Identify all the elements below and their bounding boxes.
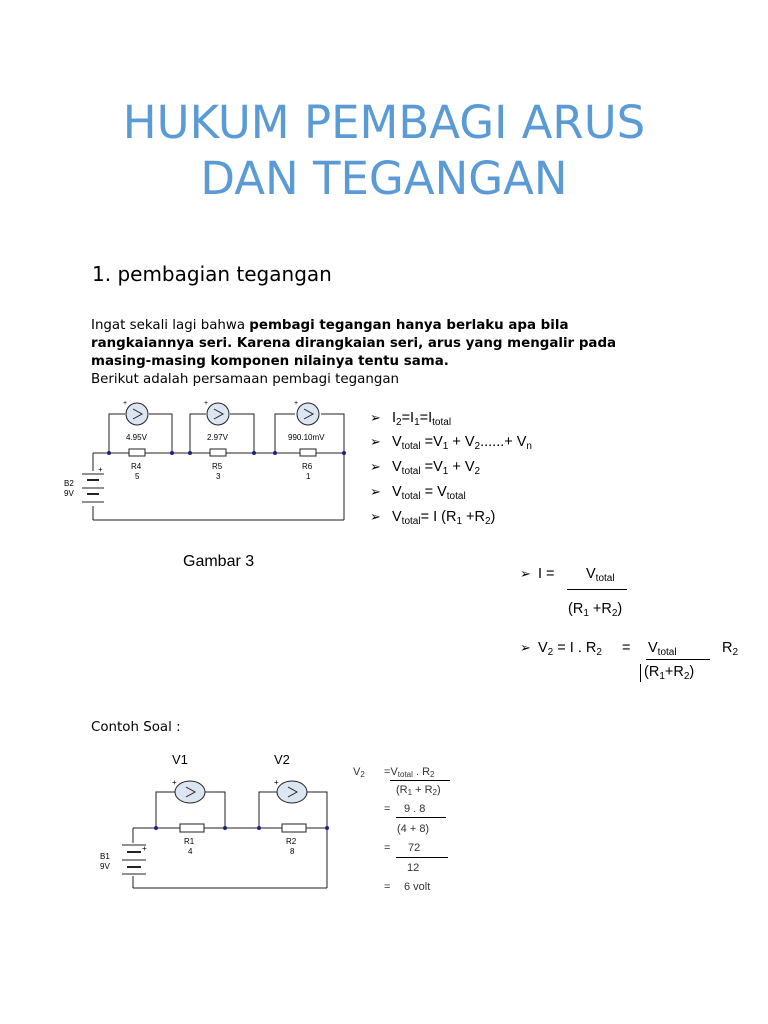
fraction-line: [390, 780, 450, 781]
voltmeter-icon: [207, 403, 229, 425]
battery-icon: [82, 474, 104, 502]
equation-5: ➢ $V_{total}= I$ $(R_1 +R_2)$: [370, 509, 496, 527]
section-heading: 1. pembagian tegangan: [92, 262, 332, 286]
v2-equation: ➢ $V_2 = I$ . $R_2$: [520, 640, 602, 658]
resistor-value: 4: [188, 847, 193, 856]
resistor-name: R4: [131, 462, 142, 471]
fraction-line: [396, 817, 446, 818]
resistor-value: 8: [290, 847, 295, 856]
calc-step-2-eq: =: [384, 803, 391, 815]
svg-text:+: +: [142, 844, 147, 853]
v2-numerator: $V_{total}$: [648, 640, 677, 658]
resistor-icon: [180, 824, 204, 832]
current-numerator: $V_{total}$: [586, 566, 615, 584]
calc-step-3-numerator: 72: [408, 842, 421, 854]
battery-value: 9V: [64, 489, 74, 498]
resistor-icon: [282, 824, 306, 832]
current-equation: ➢ I =: [520, 566, 555, 582]
resistor-icon: [300, 449, 316, 456]
voltmeter-icon: [175, 781, 205, 803]
svg-text:+: +: [98, 465, 103, 474]
v2-denominator: $(R_1+R_2)$: [640, 664, 694, 682]
title-line-2: DAN TEGANGAN: [200, 152, 568, 205]
resistor-icon: [129, 449, 145, 456]
voltmeter-icon: [277, 781, 307, 803]
figure-caption: Gambar 3: [183, 553, 255, 570]
svg-text:+: +: [294, 400, 299, 407]
arrow-bullet-icon: ➢: [370, 509, 381, 524]
calc-step-2-denominator: (4 + 8): [397, 823, 430, 835]
title-line-1: HUKUM PEMBAGI ARUS: [122, 96, 646, 149]
calc-step-2-numerator: 9 . 8: [404, 803, 426, 815]
circuit-diagram-1: [60, 396, 360, 526]
battery-value: 9V: [100, 862, 110, 871]
intro-paragraph: [91, 317, 651, 389]
resistor-name: R2: [286, 837, 297, 846]
meter-name: V1: [172, 752, 188, 767]
meter-reading: 2.97V: [207, 433, 228, 442]
resistor-value: 5: [135, 472, 140, 481]
arrow-bullet-icon: ➢: [370, 434, 381, 449]
calc-step-1-numerator: $=V_{total}$ . $R_2$: [384, 766, 435, 779]
calc-step-3-eq: =: [384, 842, 391, 854]
v2-equals: =: [622, 640, 631, 656]
calc-result: 6 volt: [404, 881, 431, 893]
resistor-name: R1: [184, 837, 195, 846]
intro-bold-text: pembagi tegangan hanya berlaku apa bila rangkaiannya seri. Karena dirangkaian seri, arus yang mengalir pada masing-masing komponen nilainya tentu sama.: [91, 318, 617, 369]
intro-line-2: Berikut adalah persamaan pembagi tegangan: [91, 372, 400, 387]
arrow-bullet-icon: ➢: [520, 640, 531, 655]
calc-lhs: $V_2$: [353, 766, 365, 779]
voltmeter-icon: [126, 403, 148, 425]
calc-step-1-denominator: $(R_1 + R_2)$: [396, 784, 441, 797]
svg-text:+: +: [172, 778, 177, 787]
calc-step-3-denominator: 12: [407, 862, 420, 874]
resistor-icon: [210, 449, 226, 456]
equation-2: ➢ $V_{total} =V_1 + V_2......+ V_n$: [370, 434, 532, 452]
circuit-diagram-2: [90, 748, 340, 896]
page-title: [0, 95, 768, 207]
meter-name: V2: [274, 752, 290, 767]
fraction-line: [567, 589, 627, 590]
equation-1: ➢ $I_2=I_1=I_{total}$: [370, 410, 452, 428]
arrow-bullet-icon: ➢: [370, 410, 381, 425]
svg-text:+: +: [123, 400, 128, 407]
voltmeter-icon: [297, 403, 319, 425]
arrow-bullet-icon: ➢: [520, 566, 531, 581]
resistor-name: R5: [212, 462, 223, 471]
v2-tail: $R_2$: [722, 640, 739, 658]
example-label: Contoh Soal :: [91, 720, 181, 735]
resistor-value: 3: [216, 472, 221, 481]
resistor-value: 1: [306, 472, 311, 481]
equation-4: ➢ $V_{total} = V_{total}$: [370, 484, 466, 502]
battery-name: B2: [64, 479, 74, 488]
arrow-bullet-icon: ➢: [370, 459, 381, 474]
fraction-line: [396, 857, 448, 858]
meter-reading: 990.10mV: [288, 433, 325, 442]
battery-name: B1: [100, 852, 110, 861]
arrow-bullet-icon: ➢: [370, 484, 381, 499]
intro-text: Ingat sekali lagi bahwa: [91, 318, 250, 333]
meter-reading: 4.95V: [126, 433, 147, 442]
fraction-line: [646, 659, 710, 660]
resistor-name: R6: [302, 462, 313, 471]
current-denominator: $(R_1 +R_2)$: [568, 601, 623, 619]
svg-text:+: +: [204, 400, 209, 407]
svg-text:+: +: [274, 778, 279, 787]
calc-step-4-eq: =: [384, 881, 391, 893]
equation-3: ➢ $V_{total} =V_1 + V_2$: [370, 459, 481, 477]
